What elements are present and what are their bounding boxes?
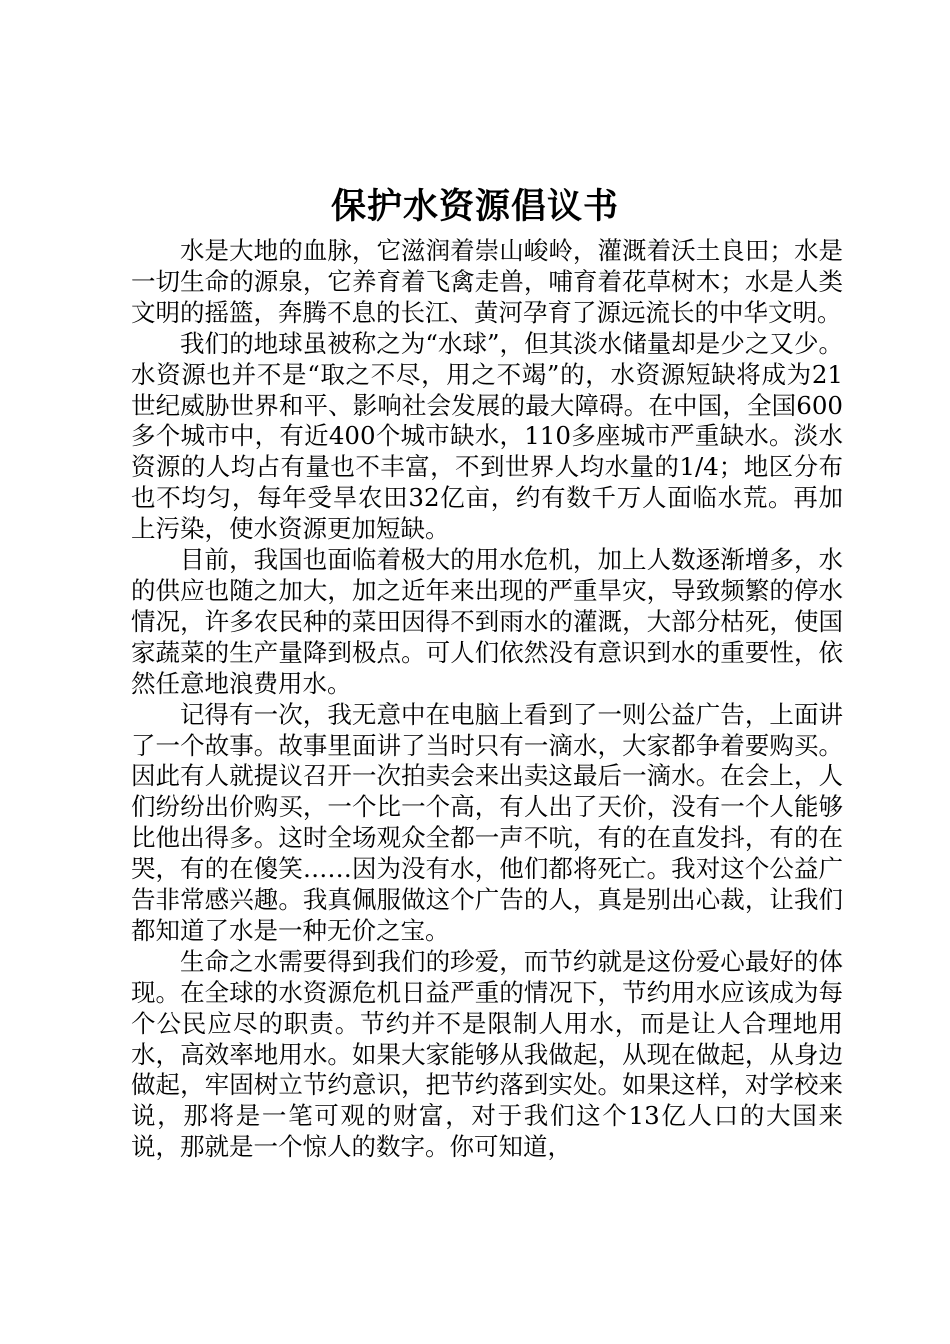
paragraph-5: 生命之水需要得到我们的珍爱，而节约就是这份爱心最好的体现。在全球的水资源危机日益严重的情况下，节约用水应该成为每个公民应尽的职责。节约并不是限制人用水，而是让人合理地用水，高效率地用水。如果大家能够从我做起，从现在做起，从身边做起，牢固树立节约意识，把节约落到实处。如果这样，对学校来说，那将是一笔可观的财富，对于我们这个13亿人口的大国来说，那就是一个惊人的数字。你可知道，	[131, 946, 843, 1162]
paragraph-3: 目前，我国也面临着极大的用水危机，加上人数逐渐增多，水的供应也随之加大，加之近年来出现的严重旱灾，导致频繁的停水情况，许多农民种的菜田因得不到雨水的灌溉，大部分枯死，使国家蔬菜的生产量降到极点。可人们依然没有意识到水的重要性，依然任意地浪费用水。	[131, 545, 843, 698]
document-title: 保护水资源倡议书	[330, 187, 619, 227]
paragraph-2: 我们的地球虽被称之为“水球”，但其淡水储量却是少之又少。水资源也并不是“取之不尽，用之不竭”的，水资源短缺将成为21世纪威胁世界和平、影响社会发展的最大障碍。在中国，全国600多个城市中，有近400个城市缺水，110多座城市严重缺水。淡水资源的人均占有量也不丰富，不到世界人均水量的1/4；地区分布也不均匀，每年受旱农田32亿亩，约有数千万人面临水荒。再加上污染，使水资源更加短缺。	[131, 328, 843, 544]
paragraph-4: 记得有一次，我无意中在电脑上看到了一则公益广告，上面讲了一个故事。故事里面讲了当时只有一滴水，大家都争着要购买。因此有人就提议召开一次拍卖会来出卖这最后一滴水。在会上，人们纷纷出价购买，一个比一个高，有人出了天价，没有一个人能够比他出得多。这时全场观众全都一声不吭，有的在直发抖，有的在哭，有的在傻笑……因为没有水，他们都将死亡。我对这个公益广告非常感兴趣。我真佩服做这个广告的人，真是别出心裁，让我们都知道了水是一种无价之宝。	[131, 699, 843, 945]
document-body	[131, 236, 843, 1163]
paragraph-1: 水是大地的血脉，它滋润着崇山峻岭，灌溉着沃土良田；水是一切生命的源泉，它养育着飞禽走兽，哺育着花草树木；水是人类文明的摇篮，奔腾不息的长江、黄河孕育了源远流长的中华文明。	[131, 236, 843, 327]
